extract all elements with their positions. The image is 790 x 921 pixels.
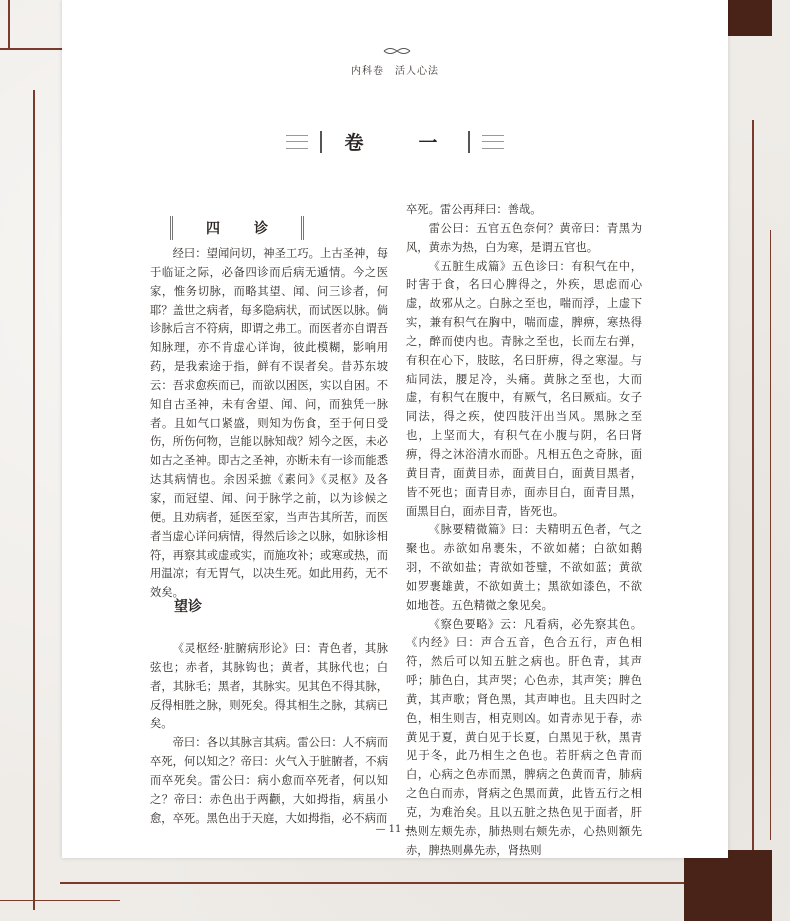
frame-line-left-v [33, 90, 35, 910]
title-bar-right [468, 131, 470, 153]
corner-block-bottom-right [684, 850, 772, 921]
frame-line-right-v2 [770, 230, 771, 840]
frame-line-right-v [752, 120, 754, 850]
chapter-title-text: 卷 一 [344, 132, 456, 154]
frame-line-bottom-h [60, 882, 770, 884]
frame-line-top-left-v [8, 0, 10, 50]
left-paragraph-3: 帝曰：各以其脉言其病。雷公曰：人不病而卒死，何以知之？帝曰：火气入于脏腑者，不病而卒死矣。雷公曰：病小愈而卒死者，何以知之？帝曰：赤色出于两颧，大如拇指，病虽小愈，卒死。黑色出于天庭，大如拇指，必不病而 [150, 736, 388, 825]
right-paragraph-2: 雷公曰：五官五色奈何？黄帝曰：青黑为风，黄赤为热，白为寒，是谓五官也。 [406, 221, 642, 254]
page-number: — 11 — [375, 824, 415, 835]
section-title [170, 216, 304, 240]
corner-block-top-right [728, 0, 772, 36]
left-column [150, 245, 388, 828]
subhead-wangzhen: 望诊 [174, 599, 202, 615]
right-paragraph-5: 《察色要略》云：凡看病，必先察其色。《内经》曰：声合五音，色合五行，声色相符，然后可以知五脏之病也。肝色青，其声呼；肺色白，其声哭；心色赤，其声笑；脾色黄，其声歌；肾色黑，其声呻也。且夫四时之色，相生则吉，相克则凶。如青赤见于春，赤黄见于夏，黄白见于长夏，白黑见于秋，黑青见于冬，此乃相生之色也。若肝病之色青而白，心病之色赤而黑，脾病之色黄而青，肺病之色白而赤，肾病之色黑而黄，此皆五行之相克，为难治矣。且以五脏之热色见于面者，肝热则左颊先赤，肺热则右颊先赤，心热则额先赤，脾热则鼻先赤，肾热则 [406, 617, 642, 857]
running-head: 内科卷 活人心法 [351, 66, 439, 77]
right-column [406, 201, 642, 861]
frame-line-bottom-h2 [0, 900, 120, 901]
left-paragraph-1: 经曰：望闻问切，神圣工巧。上古圣神，每于临证之际，必备四诊而后病无遁情。今之医家，惟务切脉，而略其望、闻、问三诊者，何耶？盖世之病者，每多隐病状，而试医以脉。倘诊脉后言不符病，即谓之弗工。而医者亦自谓吾知脉理，亦不肯虚心详询，彼此模糊，影响用药，是我索途于指，鲜有不误者矣。昔苏东坡云：吾求愈疾而已，而欲以困医，实以自困。不知自古圣神，未有舍望、闻、问，而独凭一脉者。且如气口紧盛，则知为伤食，至于何日受伤，所伤何物，岂能以脉知哉？矧今之医，未必如古之圣神。即古之圣神，亦断未有一诊而能悉达其病情也。余因采摭《素问》《灵枢》及各家，而冠望、闻、问于脉学之前，以为诊候之便。且劝病者，延医至家，当声告其所苦，而医者当虚心详问病情，得然后诊之以脉，如脉诊相符，再察其或虚或实，而施攻补；或寒或热，而用温凉；有无胃气，以决生死。如此用药，无不效矣。 [150, 247, 388, 600]
right-paragraph-1: 卒死。雷公再拜曰：善哉。 [406, 203, 542, 216]
title-deco-left [286, 135, 308, 149]
section-title-text: 四 诊 [206, 221, 278, 237]
ornament-icon [382, 46, 412, 56]
chapter-title [62, 128, 728, 155]
title-deco-right [482, 135, 504, 149]
right-paragraph-4: 《脉要精微篇》曰：夫精明五色者，气之聚也。赤欲如帛裹朱，不欲如赭；白欲如鹅羽，不欲如盐；青欲如苍璧，不欲如蓝；黄欲如罗裹雄黄，不欲如黄土；黑欲如漆色，不欲如地苍。五色精微之象见矣。 [406, 523, 642, 612]
title-bar-left [320, 131, 322, 153]
left-paragraph-2: 《灵枢经·脏腑病形论》曰：青色者，其脉弦也；赤者，其脉钩也；黄者，其脉代也；白者，其脉毛；黑者，其脉实。见其色不得其脉，反得相胜之脉，则死矣。得其相生之脉，其病已矣。 [150, 642, 388, 731]
right-paragraph-3: 《五脏生成篇》五色诊曰：有积气在中，时害于食，名曰心脾得之，外疾，思虑而心虚，故邪从之。白脉之至也，喘而浮，上虚下实，兼有积气在胸中，喘而虚，脾痹，寒热得之，醉而使内也。青脉之至也，长而左右弹，有积在心下，肢眩，名曰肝痹，得之寒湿。与疝同法，腰足冷，头痛。黄脉之至也，大而虚，有积气在腹中，有厥气，名曰厥疝。女子同法，得之疾，使四肢汗出当风。黑脉之至也，上坚而大，有积气在小腹与阴，名曰肾痹，得之沐浴清水而卧。凡相五色之奇脉，面黄目青，面黄目赤，面黄目白，面黄目黑者，皆不死也；面青目赤，面赤目白，面青目黑，面黑目白，面赤目青，皆死也。 [406, 259, 642, 518]
